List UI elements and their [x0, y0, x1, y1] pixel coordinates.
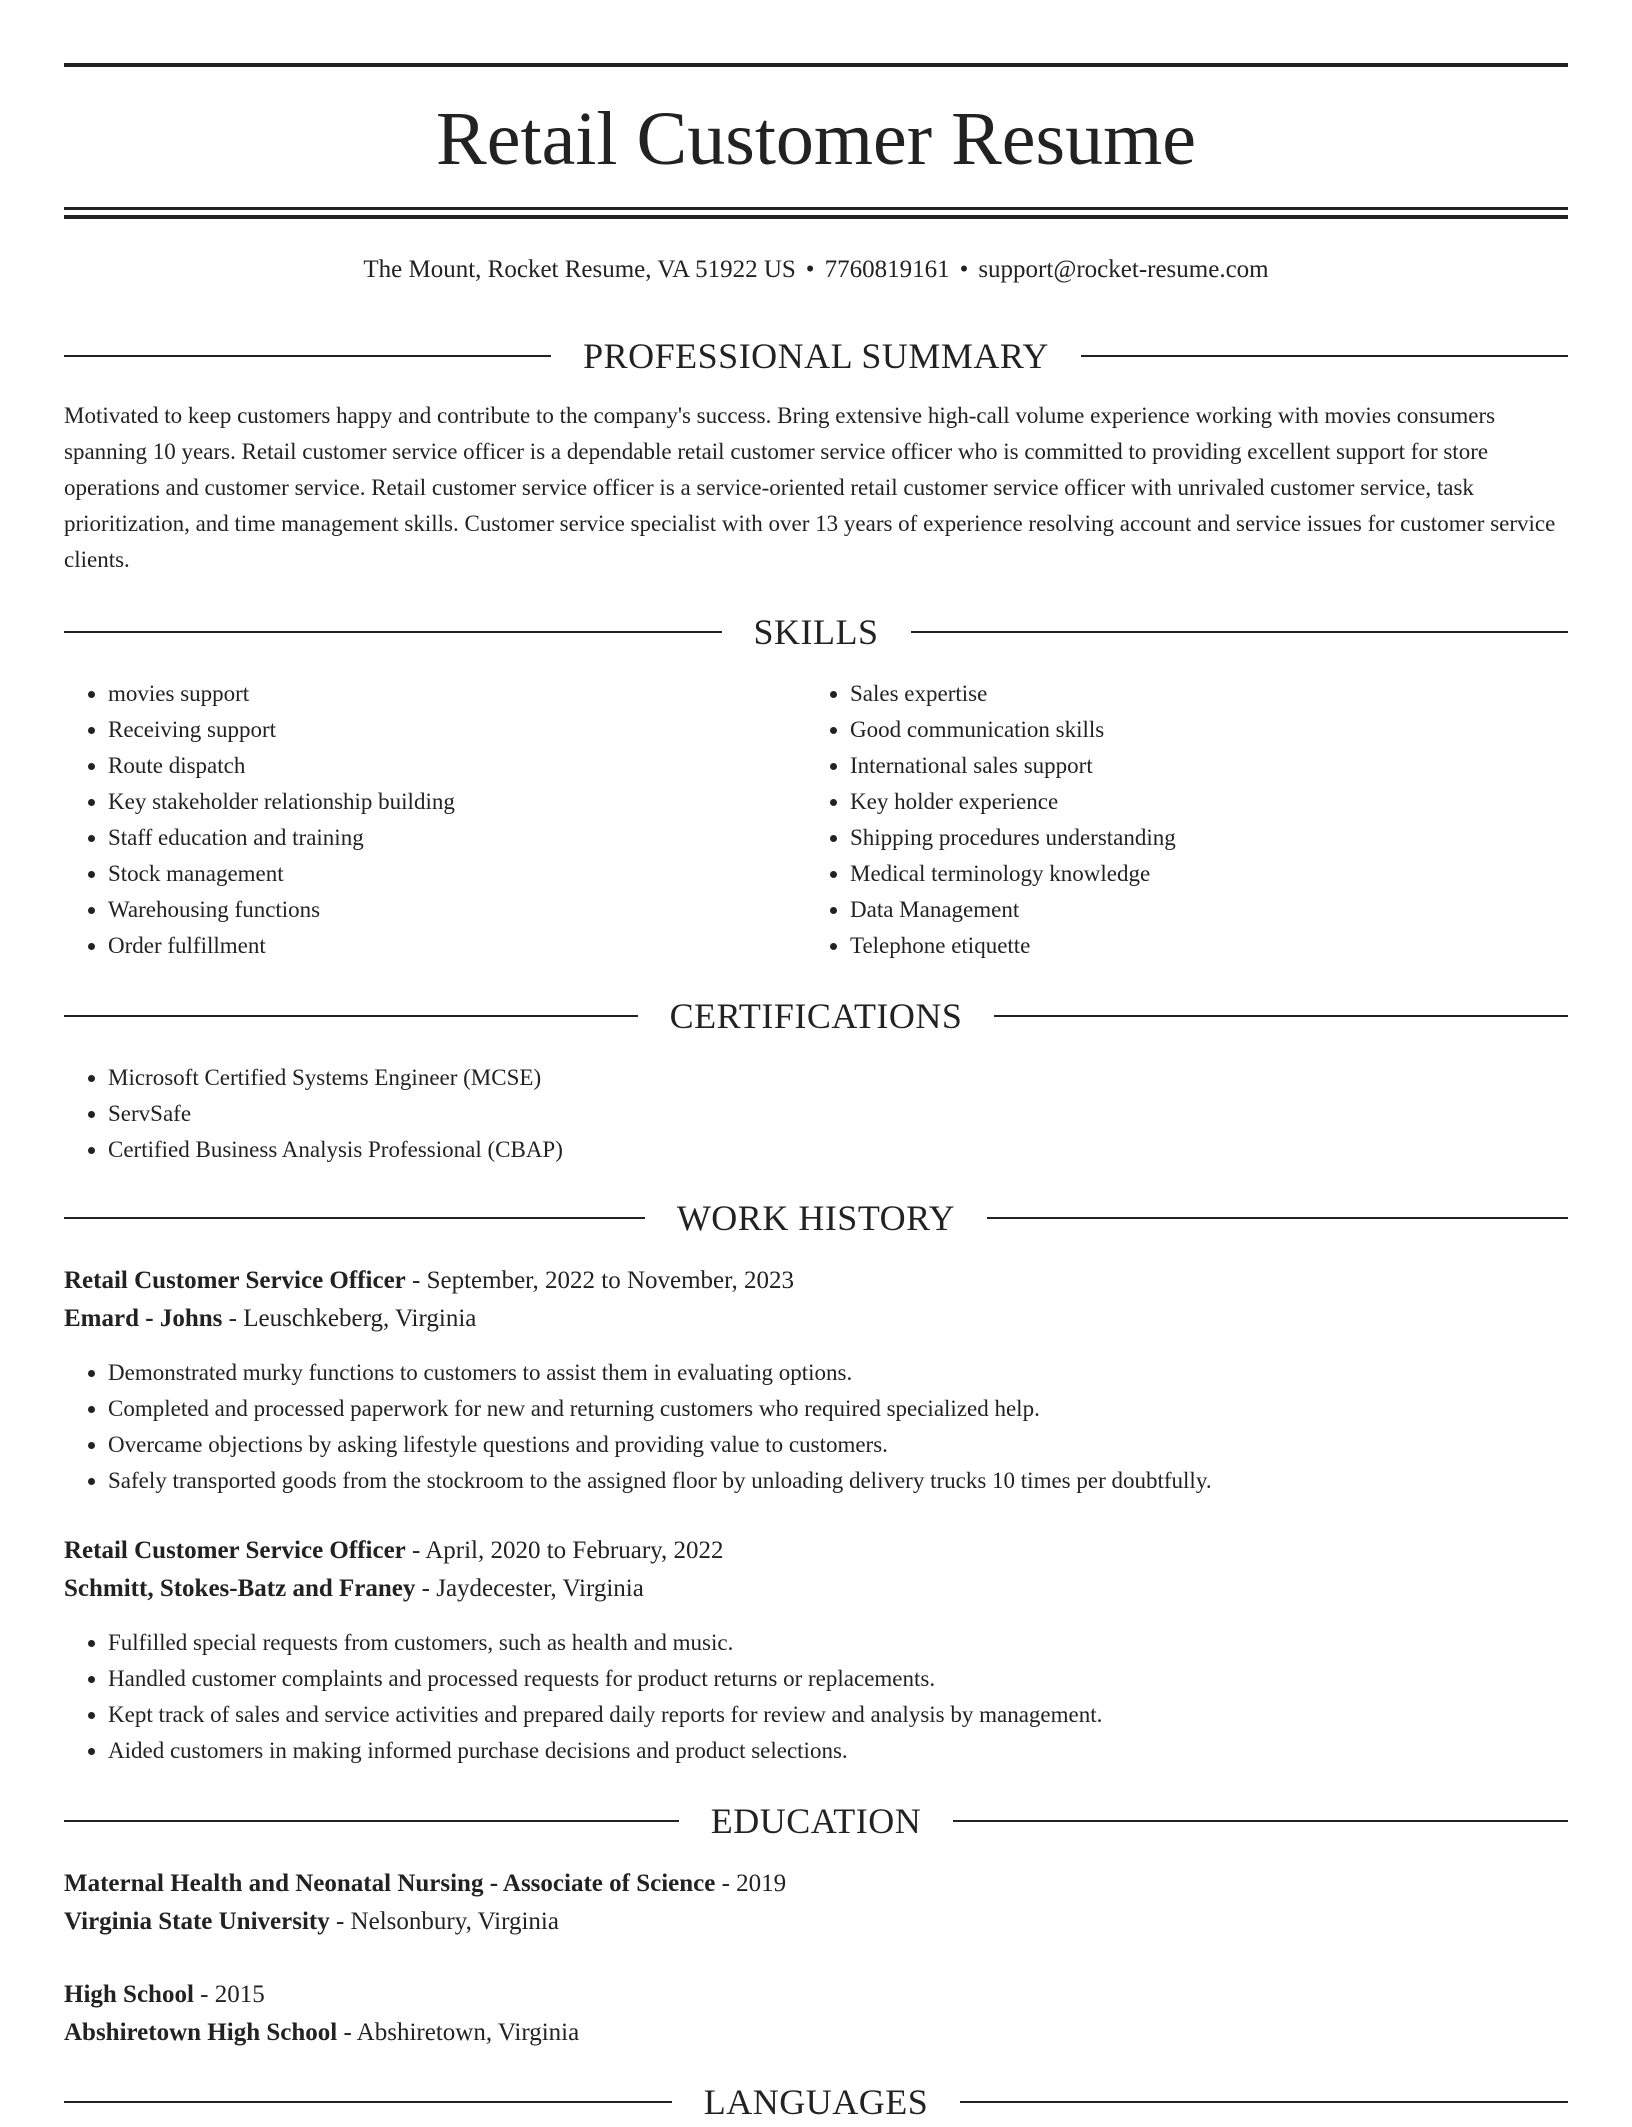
job-title-line — [64, 1262, 1568, 1300]
job-title: Retail Customer Service Officer — [64, 1267, 406, 1294]
job-duty-item: • Completed and processed paperwork for new and returning customers who required specialized help. — [108, 1391, 1568, 1427]
contact-separator: • — [805, 256, 815, 283]
job-company: Emard - Johns — [64, 1305, 223, 1332]
job-dates: - April, 2020 to February, 2022 — [405, 1537, 724, 1564]
section-heading-languages — [64, 2077, 1568, 2127]
heading-rule — [960, 2101, 1568, 2103]
skill-item: • Shipping procedures understanding — [850, 820, 1550, 856]
job-duties-list — [64, 1355, 1568, 1499]
skill-item: • movies support — [108, 676, 808, 712]
job-entry — [64, 1532, 1568, 1608]
heading-rule — [994, 1015, 1568, 1017]
degree-line — [64, 1865, 1568, 1903]
school-line — [64, 1903, 1568, 1941]
job-dates: - September, 2022 to November, 2023 — [405, 1267, 794, 1294]
heading-rule — [987, 1217, 1568, 1219]
section-title: SKILLS — [753, 612, 879, 652]
heading-rule — [953, 1820, 1568, 1822]
job-duty-item: • Fulfilled special requests from customers, such as health and music. — [108, 1625, 1568, 1661]
school-line — [64, 2014, 1568, 2052]
section-heading-certifications — [64, 991, 1568, 1041]
skills-list-left — [64, 676, 808, 964]
job-duty-item: • Demonstrated murky functions to customers to assist them in evaluating options. — [108, 1355, 1568, 1391]
skill-item: • Order fulfillment — [108, 928, 808, 964]
job-duty-item: • Handled customer complaints and processed requests for product returns or replacements. — [108, 1661, 1568, 1697]
skill-item: • Medical terminology knowledge — [850, 856, 1550, 892]
job-duty-item: • Overcame objections by asking lifestyle questions and providing value to customers. — [108, 1427, 1568, 1463]
degree-line — [64, 1976, 1568, 2014]
section-title: LANGUAGES — [703, 2082, 929, 2122]
heading-rule — [64, 2101, 672, 2103]
job-company: Schmitt, Stokes-Batz and Franey — [64, 1575, 416, 1602]
section-heading-work-history — [64, 1193, 1568, 1243]
school-name: Virginia State University — [64, 1908, 330, 1935]
certification-item: • ServSafe — [108, 1096, 1568, 1132]
school-name: Abshiretown High School — [64, 2019, 338, 2046]
job-location: - Leuschkeberg, Virginia — [222, 1305, 477, 1332]
contact-line — [64, 252, 1568, 288]
heading-rule — [64, 631, 722, 633]
skill-item: • Key holder experience — [850, 784, 1550, 820]
certifications-list — [64, 1060, 1568, 1168]
skill-item: • Good communication skills — [850, 712, 1550, 748]
summary-text: Motivated to keep customers happy and contribute to the company's success. Bring extensive high-call volume experience working with movies consumers spanning 10 years. Retail customer service officer is a dependable retail customer service officer who is committed to providing excellent support for store operations and customer service. Retail customer service officer is a service-oriented retail customer service officer with unrivaled customer service, task prioritization, and time management skills. Customer service specialist with over 13 years of experience resolving account and service issues for customer service clients. — [64, 403, 1556, 572]
heading-rule — [1081, 355, 1568, 357]
section-title: PROFESSIONAL SUMMARY — [583, 336, 1049, 376]
degree-year: - 2019 — [715, 1870, 787, 1897]
title-rule-lower — [64, 215, 1568, 219]
education-entry — [64, 1865, 1568, 1941]
section-title: CERTIFICATIONS — [669, 996, 963, 1036]
skill-item: • Key stakeholder relationship building — [108, 784, 808, 820]
heading-rule — [64, 1015, 638, 1017]
job-duty-item: • Kept track of sales and service activities and prepared daily reports for review and analysis by management. — [108, 1697, 1568, 1733]
section-title: EDUCATION — [710, 1801, 922, 1841]
job-title: Retail Customer Service Officer — [64, 1537, 406, 1564]
skill-item: • Receiving support — [108, 712, 808, 748]
section-heading-summary — [64, 331, 1568, 381]
job-company-line — [64, 1570, 1568, 1608]
skill-item: • Staff education and training — [108, 820, 808, 856]
resume-title: Retail Customer Resume — [436, 97, 1196, 181]
degree-year: - 2015 — [193, 1981, 265, 2008]
section-title: WORK HISTORY — [676, 1198, 956, 1238]
skill-item: • Data Management — [850, 892, 1550, 928]
education-entry — [64, 1976, 1568, 2052]
degree: High School — [64, 1981, 194, 2008]
heading-rule — [64, 1217, 645, 1219]
degree: Maternal Health and Neonatal Nursing - Associate of Science — [64, 1870, 716, 1897]
section-heading-education — [64, 1796, 1568, 1846]
skill-item: • Warehousing functions — [108, 892, 808, 928]
job-duty-item: • Aided customers in making informed purchase decisions and product selections. — [108, 1733, 1568, 1769]
section-heading-skills — [64, 607, 1568, 657]
job-entry — [64, 1262, 1568, 1338]
skill-item: • Sales expertise — [850, 676, 1550, 712]
skill-item: • Stock management — [108, 856, 808, 892]
contact-email: support@rocket-resume.com — [978, 256, 1269, 283]
skill-item: • International sales support — [850, 748, 1550, 784]
job-location: - Jaydecester, Virginia — [415, 1575, 644, 1602]
heading-rule — [64, 1820, 679, 1822]
job-title-line — [64, 1532, 1568, 1570]
school-location: - Nelsonbury, Virginia — [329, 1908, 559, 1935]
top-rule — [64, 63, 1568, 67]
heading-rule — [911, 631, 1569, 633]
job-duty-item: • Safely transported goods from the stockroom to the assigned floor by unloading delivery trucks 10 times per doubtfully. — [108, 1463, 1568, 1499]
job-company-line — [64, 1300, 1568, 1338]
skill-item: • Route dispatch — [108, 748, 808, 784]
school-location: - Abshiretown, Virginia — [337, 2019, 580, 2046]
title-rule-upper — [64, 207, 1568, 210]
certification-item: • Microsoft Certified Systems Engineer (MCSE) — [108, 1060, 1568, 1096]
contact-phone: 7760819161 — [824, 256, 950, 283]
job-duties-list — [64, 1625, 1568, 1769]
skill-item: • Telephone etiquette — [850, 928, 1550, 964]
heading-rule — [64, 355, 551, 357]
certification-item: • Certified Business Analysis Professional (CBAP) — [108, 1132, 1568, 1168]
skills-list-right — [806, 676, 1550, 964]
contact-separator: • — [959, 256, 969, 283]
contact-address: The Mount, Rocket Resume, VA 51922 US — [363, 256, 796, 283]
